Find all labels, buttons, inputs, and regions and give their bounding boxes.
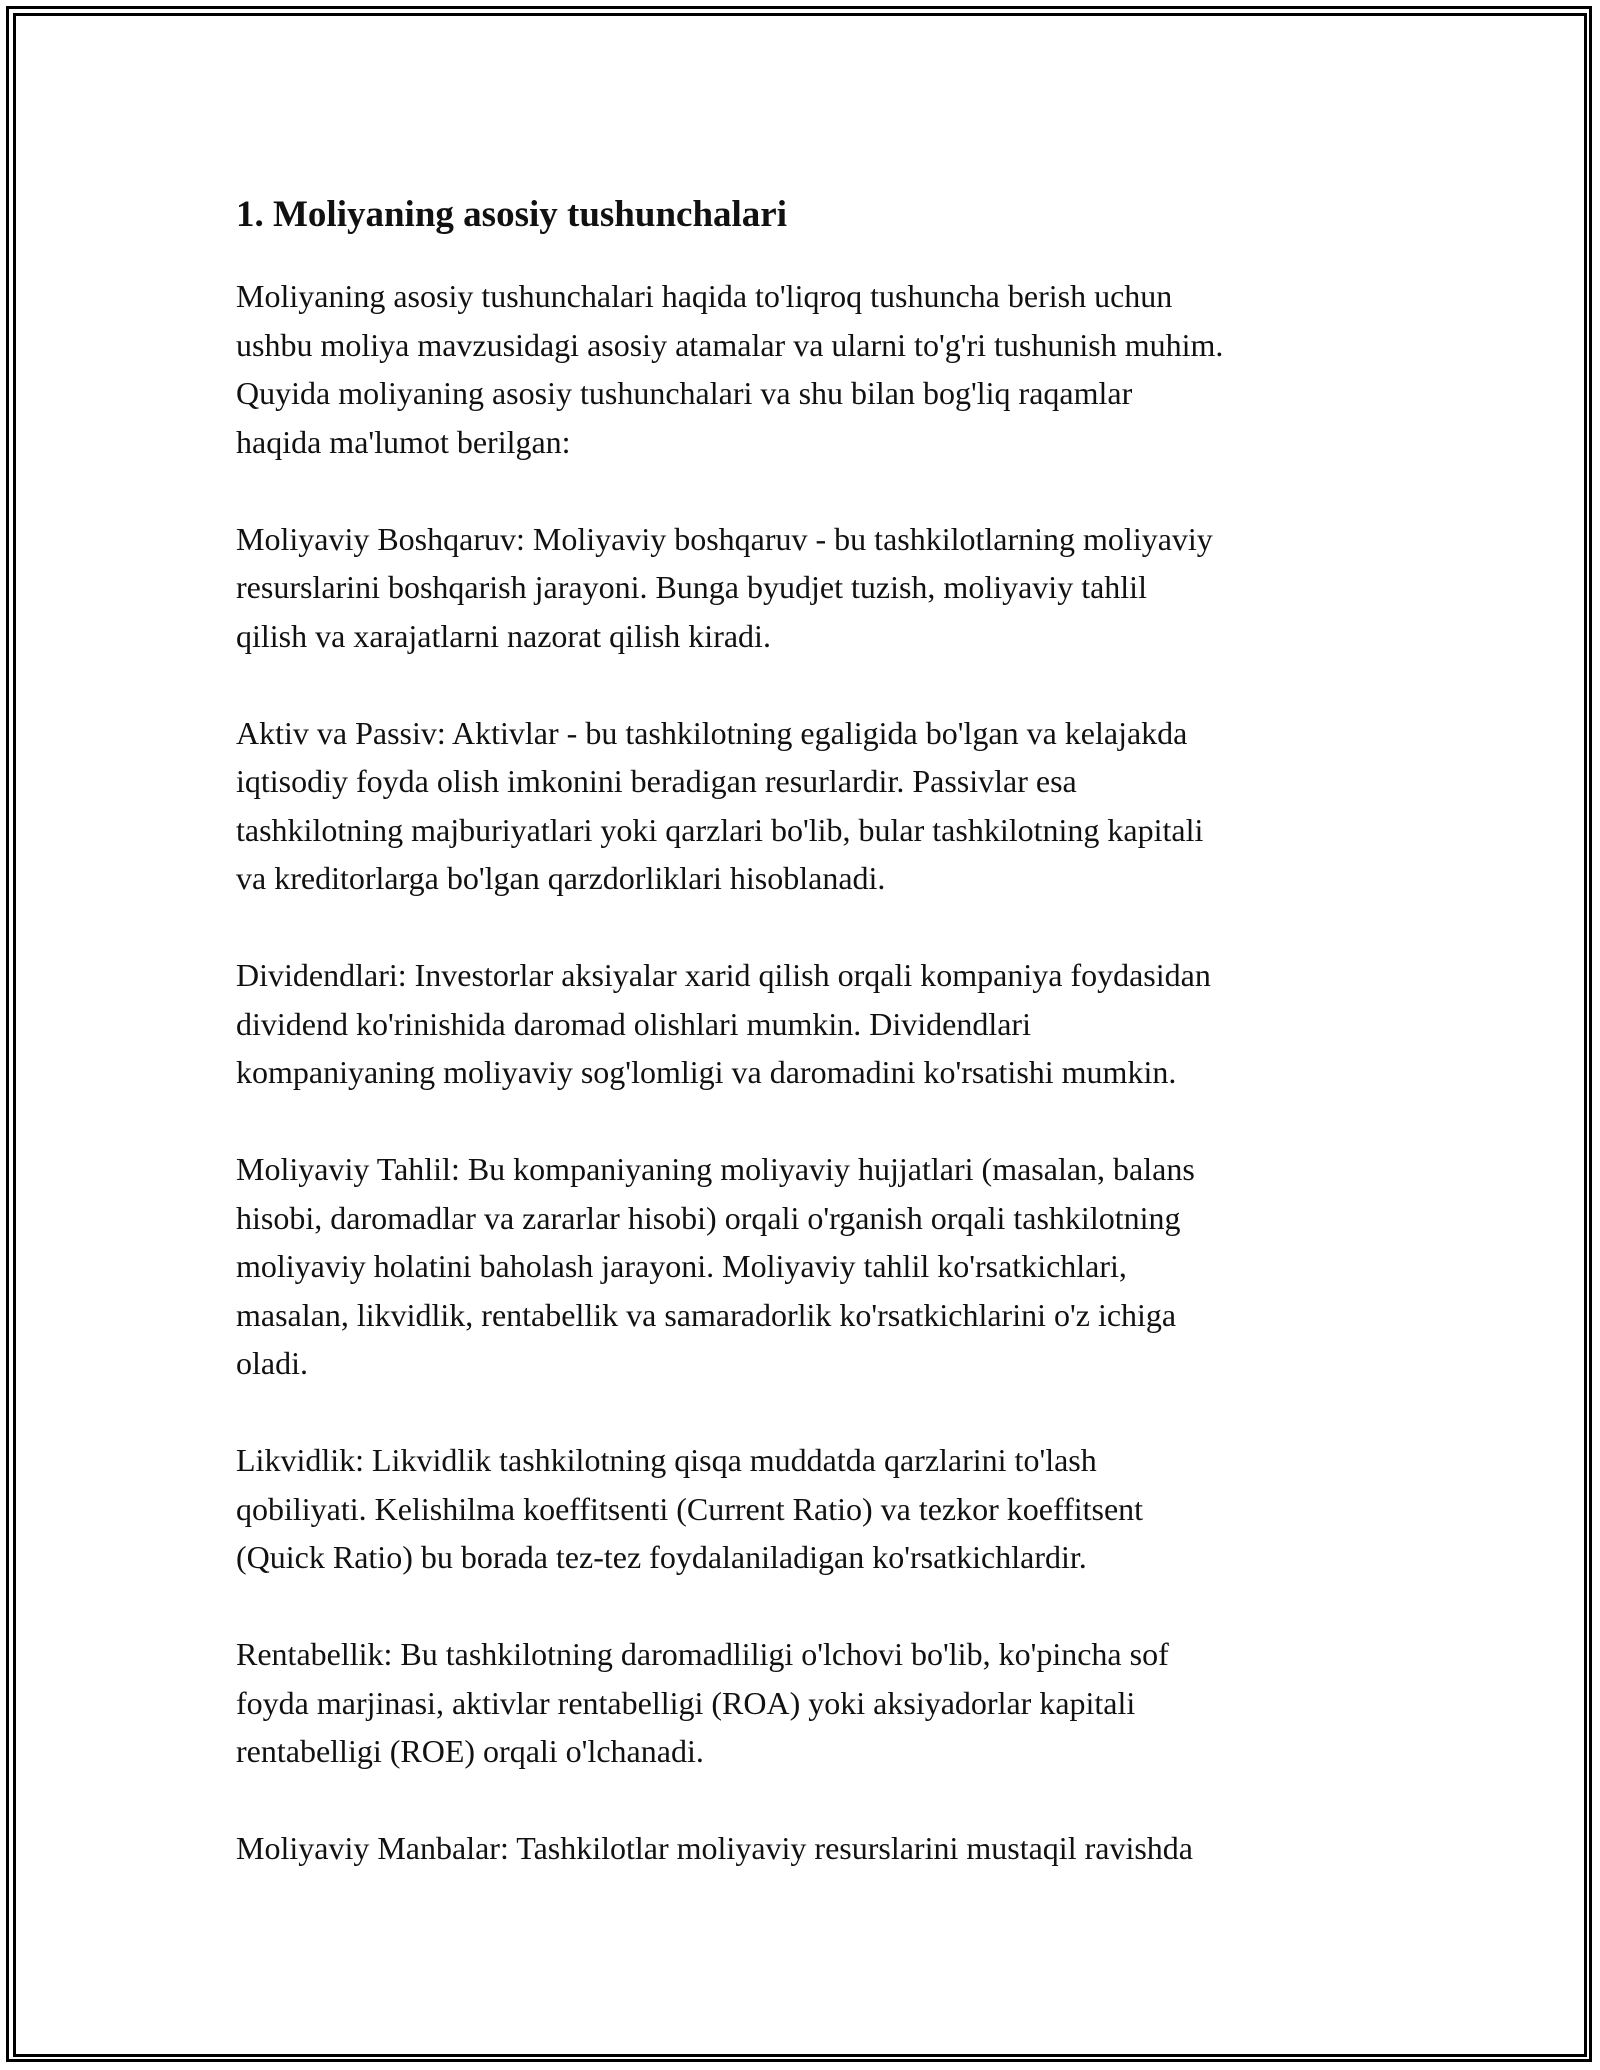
text-line: tashkilotning majburiyatlari yoki qarzlari bo'lib, bular tashkilotning kapitali: [236, 811, 1204, 848]
paragraph: [236, 1145, 1396, 1388]
paragraph: [236, 272, 1396, 466]
paragraph: [236, 1824, 1396, 1873]
text-line: Likvidlik: Likvidlik tashkilotning qisqa muddatda qarzlarini to'lash: [236, 1442, 1097, 1478]
text-line: dividend ko'rinishida daromad olishlari mumkin. Dividendlari: [236, 1005, 1031, 1042]
paragraph: [236, 709, 1396, 903]
text-line: Aktiv va Passiv: Aktivlar - bu tashkilotning egaligida bo'lgan va kelajakda: [236, 714, 1188, 751]
text-line: Quyida moliyaning asosiy tushunchalari va shu bilan bog'liq raqamlar: [236, 375, 1133, 411]
text-line: iqtisodiy foyda olish imkonini beradigan resurlardir. Passivlar esa: [236, 763, 1077, 799]
document-body: [236, 188, 1396, 1921]
paragraph-list: [236, 272, 1396, 1873]
paragraph: [236, 1630, 1396, 1776]
text-line: moliyaviy holatini baholash jarayoni. Moliyaviy tahlil ko'rsatkichlari,: [236, 1248, 1127, 1284]
text-line: rentabelligi (ROE) orqali o'lchanadi.: [236, 1733, 704, 1769]
text-line: Dividendlari: Investorlar aksiyalar xarid qilish orqali kompaniya foydasidan: [236, 957, 1211, 993]
text-line: haqida ma'lumot berilgan:: [236, 423, 571, 460]
text-line: kompaniyaning moliyaviy sog'lomligi va daromadini ko'rsatishi mumkin.: [236, 1054, 1177, 1090]
paragraph: [236, 951, 1396, 1097]
text-line: qobiliyati. Kelishilma koeffitsenti (Current Ratio) va tezkor koeffitsent: [236, 1490, 1144, 1527]
text-line: ushbu moliya mavzusidagi asosiy atamalar va ularni to'g'ri tushunish muhim.: [236, 326, 1224, 363]
text-line: qilish va xarajatlarni nazorat qilish kiradi.: [236, 617, 771, 654]
page-title: 1. Moliyaning asosiy tushunchalari: [236, 194, 788, 235]
text-line: Moliyaviy Tahlil: Bu kompaniyaning moliyaviy hujjatlari (masalan, balans: [236, 1151, 1195, 1187]
text-line: masalan, likvidlik, rentabellik va samaradorlik ko'rsatkichlarini o'z ichiga: [236, 1296, 1177, 1333]
text-line: (Quick Ratio) bu borada tez-tez foydalaniladigan ko'rsatkichlardir.: [236, 1539, 1087, 1575]
paragraph: [236, 1436, 1396, 1582]
text-line: foyda marjinasi, aktivlar rentabelligi (ROA) yoki aksiyadorlar kapitali: [236, 1684, 1136, 1721]
text-line: hisobi, daromadlar va zararlar hisobi) orqali o'rganish orqali tashkilotning: [236, 1199, 1181, 1236]
text-line: Moliyaning asosiy tushunchalari haqida to'liqroq tushuncha berish uchun: [236, 278, 1173, 314]
text-line: Moliyaviy Manbalar: Tashkilotlar moliyaviy resurslarini mustaqil ravishda: [236, 1830, 1193, 1866]
text-line: oladi.: [236, 1345, 308, 1381]
text-line: Rentabellik: Bu tashkilotning daromadliligi o'lchovi bo'lib, ko'pincha sof: [236, 1636, 1169, 1672]
paragraph: [236, 515, 1396, 661]
text-line: va kreditorlarga bo'lgan qarzdorliklari hisoblanadi.: [236, 860, 886, 896]
text-line: resurslarini boshqarish jarayoni. Bunga byudjet tuzish, moliyaviy tahlil: [236, 569, 1147, 605]
text-line: Moliyaviy Boshqaruv: Moliyaviy boshqaruv - bu tashkilotlarning moliyaviy: [236, 520, 1213, 557]
